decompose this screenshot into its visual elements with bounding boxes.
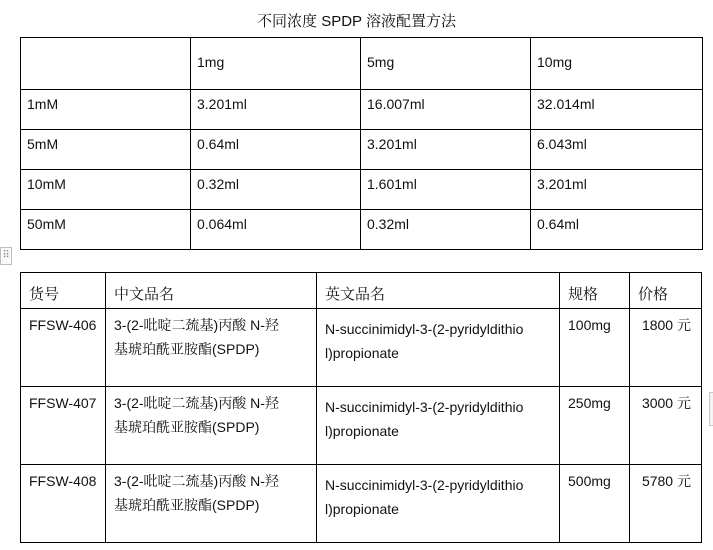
table-cell: 0.32ml	[191, 170, 361, 210]
table-move-handle[interactable]: ⠿	[0, 247, 12, 265]
table-cell: 16.007ml	[361, 90, 531, 130]
price-text: 1800 元	[641, 317, 691, 333]
price-cell	[630, 387, 702, 465]
table-row	[21, 387, 702, 465]
en-name-line: N-succinimidyl-3-(2-pyridyldithio	[325, 321, 524, 337]
en-name-cell	[317, 387, 560, 465]
cn-name-cell	[106, 309, 317, 387]
price-cell	[630, 465, 702, 543]
header-cell: 规格	[560, 273, 630, 309]
table-cell: 32.014ml	[531, 90, 703, 130]
cn-name-line: 基琥珀酰亚胺酯(SPDP)	[114, 341, 260, 357]
en-name-line: l)propionate	[325, 345, 399, 361]
spec-cell: 100mg	[560, 309, 630, 387]
header-cell: 10mg	[531, 38, 703, 90]
sku-cell: FFSW-408	[21, 465, 106, 543]
table-cell: 3.201ml	[531, 170, 703, 210]
en-name-cell	[317, 465, 560, 543]
en-name-line: l)propionate	[325, 423, 399, 439]
sku-cell: FFSW-407	[21, 387, 106, 465]
cn-name-cell	[106, 387, 317, 465]
scroll-marker[interactable]	[709, 392, 713, 426]
table-cell: 1.601ml	[361, 170, 531, 210]
table-cell: 3.201ml	[361, 130, 531, 170]
header-cell: 5mg	[361, 38, 531, 90]
table-header-row	[21, 273, 702, 309]
table-row	[21, 465, 702, 543]
spec-cell: 500mg	[560, 465, 630, 543]
cn-name-line: 基琥珀酰亚胺酯(SPDP)	[114, 419, 260, 435]
table-row	[21, 170, 703, 210]
table-cell: 6.043ml	[531, 130, 703, 170]
price-text: 5780 元	[641, 473, 691, 489]
table-cell: 10mM	[21, 170, 191, 210]
spec-cell: 250mg	[560, 387, 630, 465]
header-cell: 1mg	[191, 38, 361, 90]
en-name-line: N-succinimidyl-3-(2-pyridyldithio	[325, 477, 524, 493]
table-cell: 1mM	[21, 90, 191, 130]
product-table	[20, 272, 702, 543]
table-row	[21, 210, 703, 250]
table-cell: 0.64ml	[191, 130, 361, 170]
header-cell: 货号	[21, 273, 106, 309]
document-title: 不同浓度 SPDP 溶液配置方法	[257, 13, 456, 30]
en-name-cell	[317, 309, 560, 387]
table-cell: 0.32ml	[361, 210, 531, 250]
cn-name-line: 3-(2-吡啶二巯基)丙酸 N-羟	[114, 317, 279, 333]
cn-name-line: 3-(2-吡啶二巯基)丙酸 N-羟	[114, 473, 279, 489]
header-cell: 价格	[630, 273, 702, 309]
cn-name-cell	[106, 465, 317, 543]
table-cell: 50mM	[21, 210, 191, 250]
concentration-table	[20, 37, 703, 250]
cn-name-line: 基琥珀酰亚胺酯(SPDP)	[114, 497, 260, 513]
price-cell	[630, 309, 702, 387]
table-cell: 3.201ml	[191, 90, 361, 130]
table-row	[21, 309, 702, 387]
table-row	[21, 130, 703, 170]
cn-name-line: 3-(2-吡啶二巯基)丙酸 N-羟	[114, 395, 279, 411]
header-cell: 英文品名	[317, 273, 560, 309]
en-name-line: l)propionate	[325, 501, 399, 517]
table-row	[21, 90, 703, 130]
price-text: 3000 元	[641, 395, 691, 411]
en-name-line: N-succinimidyl-3-(2-pyridyldithio	[325, 399, 524, 415]
sku-cell: FFSW-406	[21, 309, 106, 387]
header-cell: 中文品名	[106, 273, 317, 309]
table-cell: 0.64ml	[531, 210, 703, 250]
table-cell: 0.064ml	[191, 210, 361, 250]
header-cell	[21, 38, 191, 90]
table-cell: 5mM	[21, 130, 191, 170]
table-header-row	[21, 38, 703, 90]
